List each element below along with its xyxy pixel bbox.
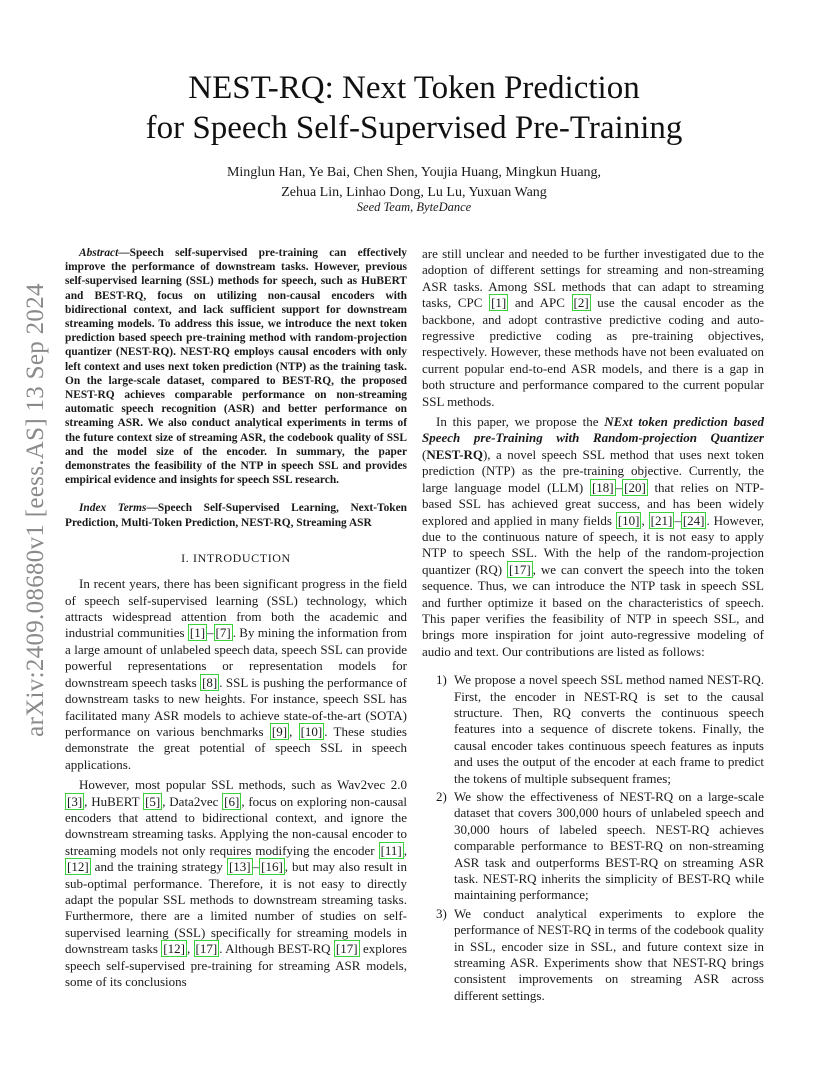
section-heading: I. INTRODUCTION — [181, 550, 291, 565]
intro-paragraph-2: However, most popular SSL methods, such as Wav2vec 2.0 [3] , HuBERT [5] , Data2vec [6] , focus on exploring non-causal encoders that attend to bidirectional context, and ignore the downstream streaming tasks. Applying the non-causal encoder to streaming models not only requires modifying the encoder [11] , [12] and the training strategy [13] – [16] , but may also result in sub-optimal performance. Therefore, it is not easy to directly adapt the popular SSL methods to downstream streaming tasks. Furthermore, there are a limited number of studies on self-supervised learning (SSL) specifically for streaming models in downstream tasks [12] , [17] . Although BEST-RQ [17] explores speech self-supervised pre-training for streaming ASR models, some of its conclusions — [65, 777, 407, 990]
citation-link[interactable]: [12] — [67, 859, 89, 875]
citation-link[interactable]: [1] — [491, 295, 507, 311]
citation-link[interactable]: [3] — [67, 793, 83, 809]
intro-paragraph-1: In recent years, there has been significant progress in the field of speech self-supervised learning (SSL) technology, which attracts widespread attention from both the academic and industrial communities [1] – [7] . By mining the information from a large amount of unlabeled speech data, speech SSL can provide powerful representations or representation models for downstream speech tasks [8] . SSL is pushing the performance of downstream tasks to new heights. For instance, speech SSL has facilitated many ASR models to achieve state-of-the-art (SOTA) performance on various benchmarks [9] , [10] . These studies demonstrate the great potential of speech SSL in speech applications. — [65, 576, 407, 772]
contribution-item: 1) We propose a novel speech SSL method named NEST-RQ. First, the encoder in NEST-RQ is set to the causal structure. Then, RQ converts the continuous speech features into a sequence of discrete tokens. Finally, the causal encoder takes continuous speech features as inputs and uses the output of the encoder at each frame to predict the tokens of multiple subsequent frames; — [436, 672, 764, 786]
citation-link[interactable]: [7] — [215, 625, 231, 641]
citation-link[interactable]: [10] — [300, 723, 323, 739]
abstract-text: —Speech self-supervised pre-training can effectively improve the performance of downstream tasks. However, previous self-supervised learning (SSL) methods for speech, such as HuBERT and BEST-RQ, focus on utilizing non-causal encoders with bidirectional context, and lack sufficient support for downstream streaming models. To address this issue, we introduce the next token prediction based speech pre-training method with random-projection quantizer (NEST-RQ). NEST-RQ employs causal encoders with only left context and uses next token prediction (NTP) as the training task. On the large-scale dataset, compared to BEST-RQ, the proposed NEST-RQ achieves comparable performance on non-streaming automatic speech recognition (ASR) and better performance on streaming ASR. We also conduct analytical experiments in terms of the future context size of streaming ASR, the codebook quality of SSL and the model size of the encoder. In summary, the paper demonstrates the feasibility of the NTP in speech SSL and provides empirical evidence and insights for speech SSL research. — [65, 247, 407, 487]
citation-link[interactable]: [24] — [682, 512, 705, 528]
title-line-2: for Speech Self-Supervised Pre-Training — [145, 110, 683, 146]
index-terms — [65, 501, 407, 529]
citation-link[interactable]: [6] — [224, 793, 240, 809]
method-acronym-expansion: NExt token prediction based Speech pre-Training with Random-projection Quantizer — [422, 414, 764, 446]
citation-link[interactable]: [17] — [509, 561, 531, 577]
citation-link[interactable]: [10] — [617, 512, 640, 528]
citation-link[interactable]: [8] — [202, 674, 218, 690]
citation-link[interactable]: [11] — [380, 842, 402, 858]
citation-link[interactable]: [17] — [195, 941, 218, 957]
paper-title — [0, 68, 828, 148]
citation-link[interactable]: [17] — [335, 941, 358, 957]
contributions-list — [422, 672, 764, 1004]
intro-paragraph-4: In this paper, we propose the NExt token prediction based Speech pre-Training with Random-projection Quantizer (NEST-RQ), a novel speech SSL method that uses next token prediction (NTP) as the pre-training objective. Currently, the large language model (LLM) [18] – [20] that relies on NTP-based SSL has achieved great success, and has been widely explored and applied in many fields [10] , [21] – [24] . However, due to the continuous nature of speech, it is not easy to apply NTP to speech SSL. With the help of the random-projection quantizer (RQ) [17] , we can convert the speech into the token sequence. Thus, we can introduce the NTP task in speech SSL and further optimize it based on the characteristics of speech. This paper verifies the feasibility of NTP in speech SSL, and brings more inspiration for joint auto-regressive modeling of audio and text. Our contributions are listed as follows: — [422, 414, 765, 659]
citation-link[interactable]: [2] — [573, 295, 589, 311]
arxiv-side-stamp — [22, 260, 50, 760]
method-name: NEST-RQ — [426, 446, 483, 462]
abstract-label: Abstract — [79, 247, 119, 259]
index-terms-text: —Speech Self-Supervised Learning, Next-Token Prediction, Multi-Token Prediction, NEST-RQ, Streaming ASR — [65, 502, 407, 529]
authors-line-1: Minglun Han, Ye Bai, Chen Shen, Youjia Huang, Mingkun Huang, — [226, 165, 602, 180]
intro-paragraph-3: are still unclear and needed to be further investigated due to the adoption of different settings for streaming and non-streaming ASR tasks. Among SSL methods that can adapt to streaming tasks, CPC [1] and APC [2] use the causal encoder as the backbone, and adopt contrastive predictive coding and auto-regressive predictive coding as pre-training objectives, respectively. However, these methods have not been evaluated on current popular end-to-end ASR models, and there is a gap in both structure and performance compared to the current popular SSL methods. — [422, 246, 764, 409]
citation-link[interactable]: [18] — [591, 479, 614, 495]
citation-link[interactable]: [9] — [271, 723, 288, 739]
citation-link[interactable]: [5] — [145, 793, 161, 809]
authors-line-2: Zehua Lin, Linhao Dong, Lu Lu, Yuxuan Wang — [281, 185, 547, 200]
authors — [0, 163, 828, 203]
left-column — [65, 246, 407, 990]
citation-link[interactable]: [1] — [189, 625, 206, 641]
citation-link[interactable]: [13] — [228, 859, 251, 875]
arxiv-id: arXiv:2409.08680v1 [eess.AS] 13 Sep 2024 — [22, 283, 49, 737]
index-terms-label: Index Terms — [79, 502, 147, 515]
citation-link[interactable]: [21] — [650, 512, 673, 528]
contribution-item: 2) We show the effectiveness of NEST-RQ on a large-scale dataset that covers 300,000 hours of unlabeled speech and 30,000 hours of labeled speech. NEST-RQ achieves comparable performance to BEST-RQ on non-streaming ASR task and outperforms BEST-RQ on streaming ASR task. NEST-RQ inherits the simplicity of BEST-RQ while maintaining performance; — [436, 789, 764, 903]
citation-link[interactable]: [16] — [261, 859, 283, 875]
right-column — [422, 246, 764, 1006]
title-line-1: NEST-RQ: Next Token Prediction — [188, 70, 640, 106]
abstract — [65, 246, 407, 487]
citation-link[interactable]: [12] — [163, 941, 185, 957]
contribution-item: 3) We conduct analytical experiments to explore the performance of NEST-RQ in terms of the codebook quality in SSL, encoder size in SSL, and future context size in streaming ASR. Experiments show that NEST-RQ brings consistent improvements on streaming ASR across different settings. — [436, 905, 764, 1003]
citation-link[interactable]: [20] — [624, 479, 646, 495]
affiliation: Seed Team, ByteDance — [356, 200, 472, 214]
